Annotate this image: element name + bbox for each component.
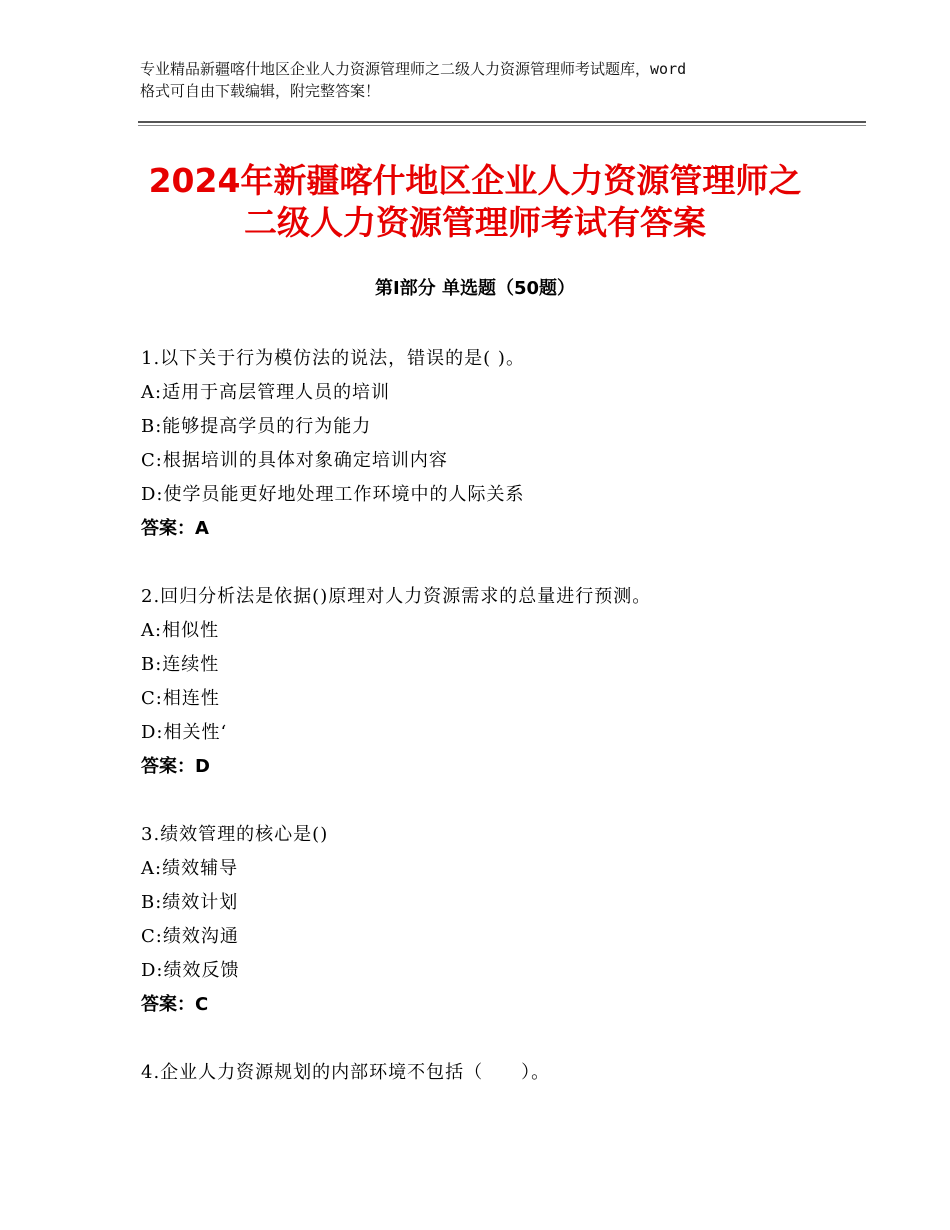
header-note-line-2: 格式可自由下载编辑，附完整答案！ xyxy=(140,82,381,100)
answer-value: D xyxy=(195,756,210,777)
answer-label: 答案： xyxy=(141,518,195,539)
question-stem: 4.企业人力资源规划的内部环境不包括（ ）。 xyxy=(141,1062,551,1083)
answer-line xyxy=(141,988,881,1022)
document-title xyxy=(90,160,860,244)
answer-value: C xyxy=(195,994,209,1015)
document-title-line-2: 二级人力资源管理师考试有答案 xyxy=(244,203,706,242)
header-divider-thin xyxy=(138,125,866,126)
document-title-line-1: 2024年新疆喀什地区企业人力资源管理师之 xyxy=(148,161,802,200)
question-4 xyxy=(141,1056,881,1090)
option-a: A:相似性 xyxy=(141,620,220,641)
section-heading: 第Ⅰ部分 单选题（50题） xyxy=(374,278,575,299)
option-d: D:使学员能更好地处理工作环境中的人际关系 xyxy=(141,484,525,505)
question-stem: 3.绩效管理的核心是() xyxy=(141,824,329,845)
answer-line xyxy=(141,512,881,546)
option-c: C:根据培训的具体对象确定培训内容 xyxy=(141,450,448,471)
option-c: C:相连性 xyxy=(141,688,220,709)
answer-value: A xyxy=(195,518,209,539)
option-d: D:绩效反馈 xyxy=(141,960,240,981)
question-list xyxy=(141,342,881,1124)
question-2 xyxy=(141,580,881,784)
answer-label: 答案： xyxy=(141,994,195,1015)
option-b: B:绩效计划 xyxy=(141,892,239,913)
option-a: A:适用于高层管理人员的培训 xyxy=(141,382,391,403)
answer-line xyxy=(141,750,881,784)
question-stem: 1.以下关于行为模仿法的说法，错误的是( )。 xyxy=(141,348,525,369)
option-d: D:相关性‘ xyxy=(141,722,228,743)
option-b: B:连续性 xyxy=(141,654,220,675)
header-note-line-1: 专业精品新疆喀什地区企业人力资源管理师之二级人力资源管理师考试题库，word xyxy=(140,60,687,78)
question-3 xyxy=(141,818,881,1022)
answer-label: 答案： xyxy=(141,756,195,777)
header-divider-thick xyxy=(138,121,866,123)
question-stem: 2.回归分析法是依据()原理对人力资源需求的总量进行预测。 xyxy=(141,586,652,607)
question-1 xyxy=(141,342,881,546)
header-note xyxy=(140,58,840,102)
option-c: C:绩效沟通 xyxy=(141,926,239,947)
option-b: B:能够提高学员的行为能力 xyxy=(141,416,372,437)
option-a: A:绩效辅导 xyxy=(141,858,239,879)
